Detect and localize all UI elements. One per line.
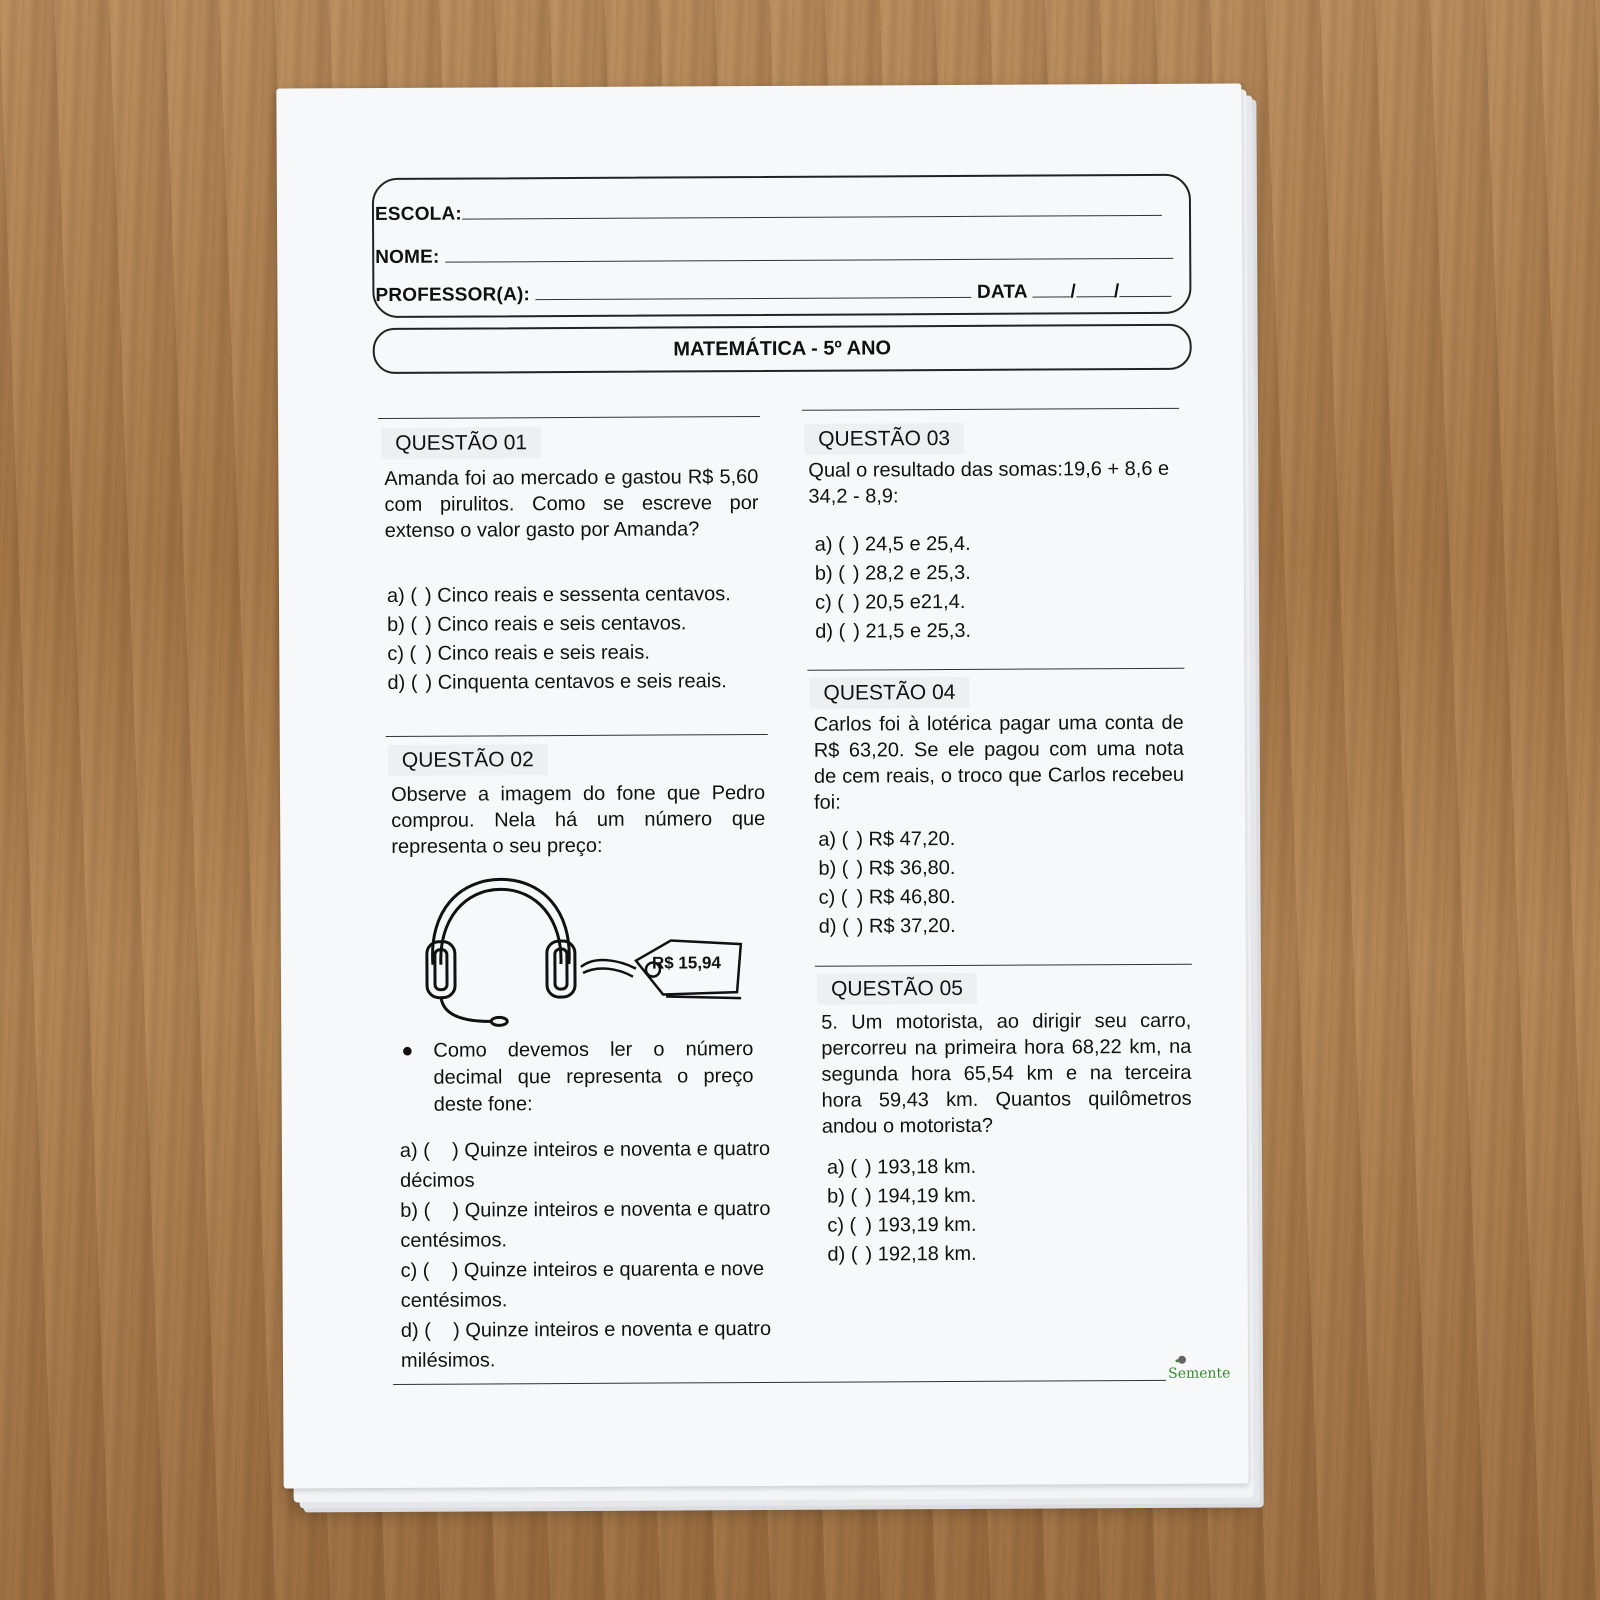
option-b[interactable]: b) ( ) Cinco reais e seis centavos. — [387, 612, 687, 636]
sprout-icon — [1174, 1354, 1190, 1366]
headphone-price-illustration — [420, 868, 751, 1030]
question-02-text: Observe a imagem do fone que Pedro comprou. Nela há um número que representa o seu preço: — [390, 781, 766, 858]
data-label: DATA — [976, 281, 1028, 303]
price-tag-label: R$ 15,94 — [651, 953, 721, 973]
nome-label: NOME: — [375, 246, 440, 269]
option-c[interactable]: c) ( ) 20,5 e21,4. — [814, 590, 966, 614]
professor-label: PROFESSOR(A): — [375, 284, 531, 307]
question-05-text: 5. Um motorista, ao dirigir seu carro, percorreu na primeira hora 68,22 km, na segunda hora 65,54 km e na terceira hora 59,43 km. Quantos quilômetros andou o motorista? — [821, 1009, 1192, 1138]
option-d[interactable]: d) ( ) 192,18 km. — [827, 1242, 977, 1266]
option-b[interactable]: b) ( ) 194,19 km. — [827, 1184, 977, 1208]
date-month-field[interactable] — [1076, 278, 1114, 297]
question-03-tag: QUESTÃO 03 — [804, 423, 964, 455]
semente-logo — [1168, 1354, 1231, 1382]
footer-rule — [393, 1380, 1166, 1385]
bullet-icon: ● — [401, 1039, 414, 1062]
option-b[interactable]: b) ( ) 28,2 e 25,3. — [814, 561, 971, 585]
divider — [378, 416, 760, 419]
escola-label: ESCOLA: — [374, 203, 462, 226]
question-03-text: Qual o resultado das somas:19,6 + 8,6 e 34,2 - 8,9: — [808, 457, 1170, 508]
question-05-tag: QUESTÃO 05 — [817, 973, 977, 1005]
question-02-tag: QUESTÃO 02 — [388, 744, 548, 776]
professor-line — [375, 278, 1171, 307]
bullet-text: Como devemos ler o número decimal que representa o preço deste fone: — [433, 1038, 754, 1116]
divider — [802, 408, 1179, 411]
option-c[interactable]: c) ( ) Quinze inteiros e quarenta e nove centésimos. — [400, 1257, 765, 1312]
option-a[interactable]: a) ( ) Quinze inteiros e noventa e quatro décimos — [399, 1137, 771, 1192]
date-separator: / — [1113, 281, 1120, 303]
date-day-field[interactable] — [1032, 278, 1070, 297]
date-separator: / — [1070, 281, 1077, 303]
question-01-tag: QUESTÃO 01 — [381, 427, 541, 459]
option-a[interactable]: a) ( ) 193,18 km. — [826, 1155, 977, 1179]
page-title: MATEMÁTICA - 5º ANO — [673, 336, 892, 360]
option-c[interactable]: c) ( ) R$ 46,80. — [818, 885, 956, 909]
nome-field[interactable] — [445, 240, 1173, 263]
option-a[interactable]: a) ( ) 24,5 e 25,4. — [814, 532, 971, 556]
date-year-field[interactable] — [1119, 278, 1171, 297]
divider — [807, 668, 1184, 671]
option-b[interactable]: b) ( ) Quinze inteiros e noventa e quatro centésimos. — [400, 1197, 771, 1252]
headphone-icon — [426, 879, 575, 1026]
question-01-options — [387, 580, 731, 698]
page-title-box — [373, 324, 1192, 374]
option-a[interactable]: a) ( ) R$ 47,20. — [818, 827, 956, 851]
divider — [386, 734, 768, 737]
question-02-prompt — [401, 1036, 753, 1119]
divider — [815, 964, 1192, 967]
question-04-tag: QUESTÃO 04 — [809, 677, 969, 709]
option-b[interactable]: b) ( ) R$ 36,80. — [818, 856, 956, 880]
option-d[interactable]: d) ( ) R$ 37,20. — [818, 914, 956, 938]
professor-field[interactable] — [535, 279, 971, 300]
question-05-options — [827, 1153, 977, 1270]
option-a[interactable]: a) ( ) Cinco reais e sessenta centavos. — [386, 583, 731, 607]
option-c[interactable]: c) ( ) Cinco reais e seis reais. — [387, 641, 650, 665]
question-04-options — [818, 825, 956, 942]
nome-line — [375, 240, 1173, 269]
escola-line — [375, 197, 1162, 226]
option-c[interactable]: c) ( ) 193,19 km. — [827, 1213, 977, 1237]
option-d[interactable]: d) ( ) Cinquenta centavos e seis reais. — [387, 670, 727, 694]
worksheet-page — [276, 83, 1248, 1488]
option-d[interactable]: d) ( ) Quinze inteiros e noventa e quatro milésimos. — [400, 1317, 772, 1372]
question-01-text: Amanda foi ao mercado e gastou R$ 5,60 com pirulitos. Como se escreve por extenso o valor gasto por Amanda? — [384, 466, 759, 542]
question-02-options — [400, 1134, 817, 1376]
logo-text: Semente — [1168, 1365, 1231, 1382]
question-03-options — [815, 530, 971, 647]
escola-field[interactable] — [462, 197, 1162, 220]
option-d[interactable]: d) ( ) 21,5 e 25,3. — [815, 619, 972, 643]
question-04-text: Carlos foi à lotérica pagar uma conta de R$ 63,20. Se ele pagou com uma nota de cem reais, o troco que Carlos recebeu foi: — [813, 711, 1185, 814]
